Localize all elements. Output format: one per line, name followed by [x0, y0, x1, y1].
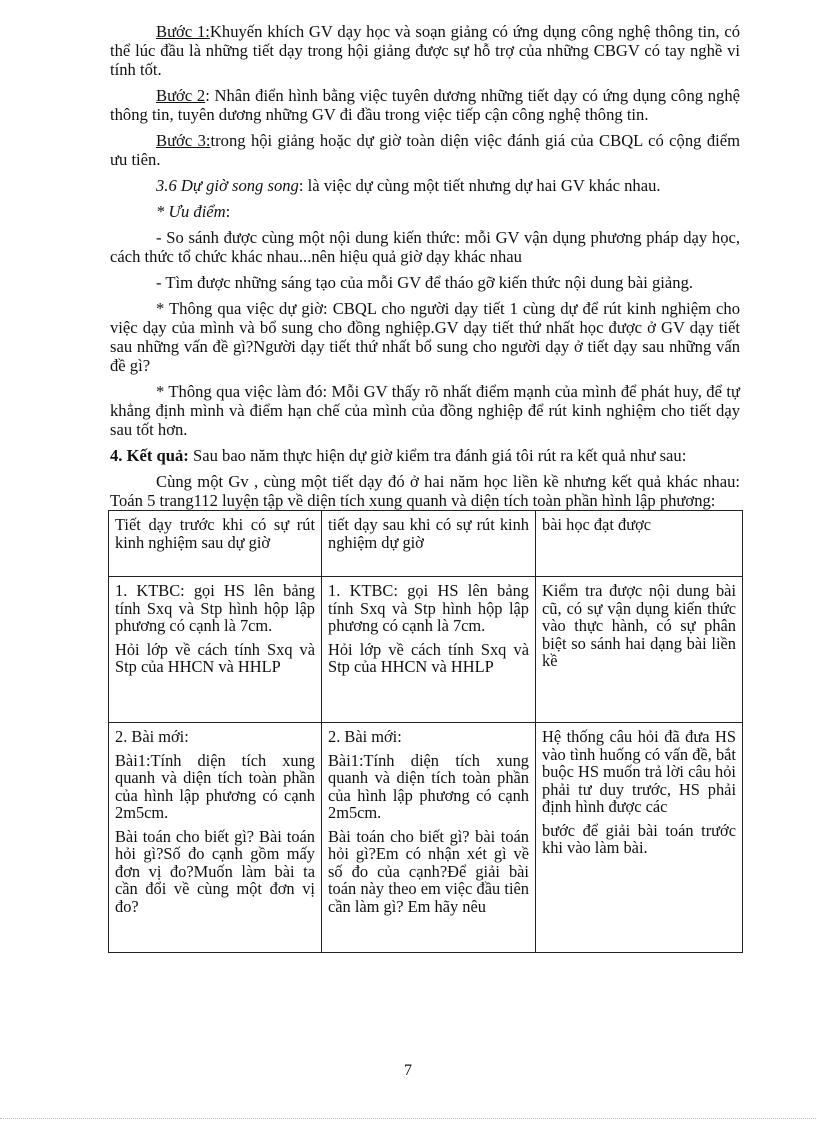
- step-1-label: Bước 1:: [156, 22, 210, 41]
- paragraph-step-1: Bước 1:Khuyến khích GV dạy học và soạn giảng có ứng dụng công nghệ thông tin, có thể lúc đầu là những tiết dạy trong hội giảng được sự hỗ trợ của những CBGV có tay nghề vi tính tốt.: [110, 22, 740, 79]
- paragraph-advantages-heading: * Ưu điểm:: [156, 202, 231, 221]
- paragraph-observation-2: * Thông qua việc làm đó: Mỗi GV thấy rõ nhất điểm mạnh của mình để phát huy, để tự khẳng định mình và điểm hạn chế của mình của đồng nghiệp để rút kinh nghiệm cho tiết dạy sau tốt hơn.: [110, 382, 740, 439]
- table-cell: 1. KTBC: gọi HS lên bảng tính Sxq và Stp hình hộp lập phương có cạnh là 7cm. Hỏi lớp về cách tính Sxq và Stp của HHCN và HHLP: [109, 577, 322, 723]
- page-bottom-divider: [0, 1118, 816, 1119]
- table-cell: Hệ thống câu hỏi đã đưa HS vào tình huống có vấn đề, bắt buộc HS muốn trả lời câu hỏi phải tư duy trước, HS phải định hình được các bước để giải bài toán trước khi vào làm bài.: [536, 723, 743, 953]
- paragraph-step-3: Bước 3:trong hội giảng hoặc dự giờ toàn diện việc đánh giá của CBQL có cộng điểm ưu tiên.: [110, 131, 740, 169]
- paragraph-advantage-2: - Tìm được những sáng tạo của mỗi GV để tháo gỡ kiến thức nội dung bài giảng.: [156, 273, 694, 292]
- table-cell: 1. KTBC: gọi HS lên bảng tính Sxq và Stp hình hộp lập phương có cạnh là 7cm. Hỏi lớp về cách tính Sxq và Stp của HHCN và HHLP: [322, 577, 536, 723]
- paragraph-results: 4. Kết quả: Sau bao năm thực hiện dự giờ kiểm tra đánh giá tôi rút ra kết quả như sau:: [110, 446, 687, 465]
- step-3-label: Bước 3:: [156, 131, 211, 150]
- paragraph-section-3-6: 3.6 Dự giờ song song: là việc dự cùng một tiết nhưng dự hai GV khác nhau.: [156, 176, 661, 195]
- step-2-label: Bước 2: [156, 86, 206, 105]
- table-header-cell: bài học đạt được: [536, 511, 743, 577]
- comparison-table: [108, 510, 743, 953]
- table-row: [109, 577, 743, 723]
- page-number: 7: [404, 1062, 412, 1079]
- table-cell: 2. Bài mới: Bài1:Tính diện tích xung quanh và diện tích toàn phần của hình lập phương có cạnh 2m5cm. Bài toán cho biết gì? bài toán hỏi gì?Em có nhận xét gì về số đo của cạnh?Để giải bài toán này theo em việc đầu tiên cần làm gì? Em hãy nêu: [322, 723, 536, 953]
- section-3-6-heading: 3.6 Dự giờ song song: [156, 176, 299, 195]
- table-header-row: [109, 511, 743, 577]
- table-header-cell: Tiết dạy trước khi có sự rút kinh nghiệm sau dự giờ: [109, 511, 322, 577]
- table-cell: Kiểm tra được nội dung bài cũ, có sự vận dụng kiến thức vào thực hành, có sự phân biệt so sánh hai dạng bài liền kề: [536, 577, 743, 723]
- paragraph-advantage-1: - So sánh được cùng một nội dung kiến thức: mỗi GV vận dụng phương pháp dạy học, cách thức tổ chức khác nhau...nên hiệu quả giờ dạy khác nhau: [110, 228, 740, 266]
- paragraph-comparison-intro: Cùng một Gv , cùng một tiết dạy đó ở hai năm học liền kề nhưng kết quả khác nhau: Toán 5 trang112 luyện tập về diện tích xung quanh và diện tích toàn phần hình lập phương:: [110, 472, 740, 510]
- table-row: [109, 723, 743, 953]
- document-body: [110, 22, 740, 953]
- table-cell: 2. Bài mới: Bài1:Tính diện tích xung quanh và diện tích toàn phần của hình lập phương có cạnh 2m5cm. Bài toán cho biết gì? Bài toán hỏi gì?Số đo cạnh gồm mấy đơn vị đo?Muốn làm bài ta cần đổi về cùng một đơn vị đo?: [109, 723, 322, 953]
- results-heading: 4. Kết quả:: [110, 446, 189, 465]
- paragraph-step-2: Bước 2: Nhân điển hình bằng việc tuyên dương những tiết dạy có ứng dụng công nghệ thông tin, tuyên dương những GV đi đầu trong việc tiếp cận công nghệ thông tin.: [110, 86, 740, 124]
- paragraph-observation-1: * Thông qua việc dự giờ: CBQL cho người dạy tiết 1 cùng dự để rút kinh nghiệm cho việc dạy của mình và bổ sung cho đồng nghiệp.GV dạy tiết thứ nhất học được ở GV dạy tiết sau những vấn đề gì?Người dạy tiết thứ nhất bổ sung cho người dạy ở tiết dạy sau những vấn đề gì?: [110, 299, 740, 375]
- table-header-cell: tiết dạy sau khi có sự rút kinh nghiệm dự giờ: [322, 511, 536, 577]
